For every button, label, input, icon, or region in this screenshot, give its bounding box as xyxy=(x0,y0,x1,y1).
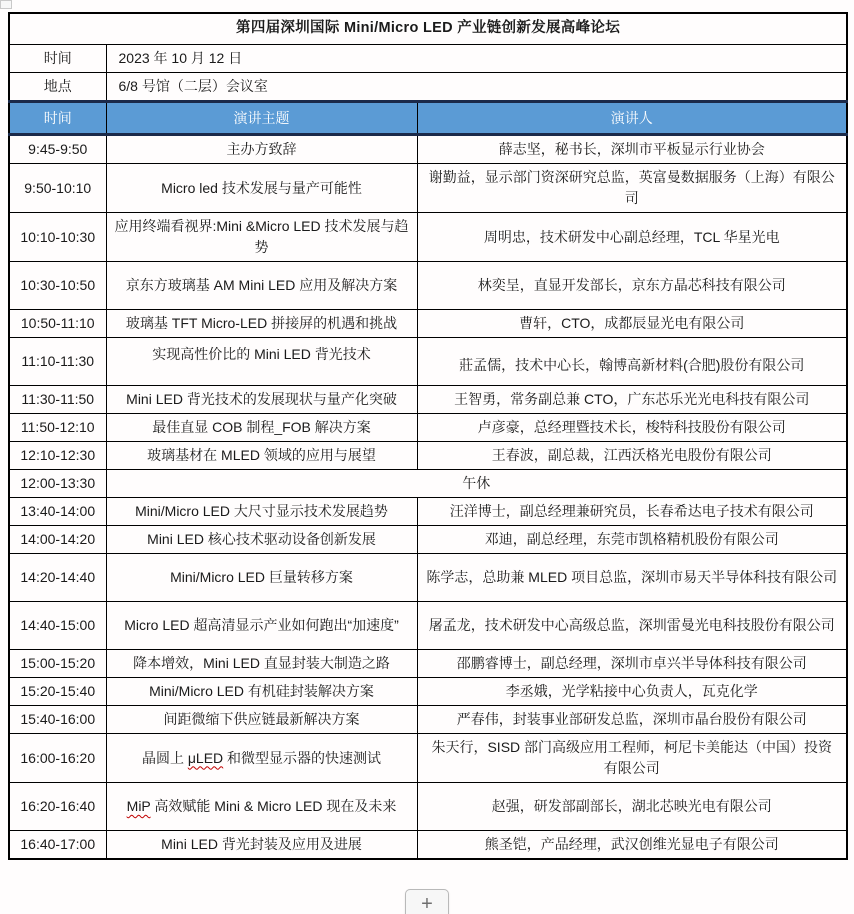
table-row xyxy=(9,213,847,262)
speaker-cell: 汪洋博士，副总经理兼研究员，长春希达电子技术有限公司 xyxy=(417,498,847,526)
topic-cell: Mini LED 核心技术驱动设备创新发展 xyxy=(106,526,417,554)
forum-title: 第四届深圳国际 Mini/Micro LED 产业链创新发展高峰论坛 xyxy=(9,13,847,45)
lunch-cell: 午休 xyxy=(106,470,847,498)
time-cell: 16:40-17:00 xyxy=(9,831,106,860)
topic-cell: Mini LED 背光封装及应用及进展 xyxy=(106,831,417,860)
table-row xyxy=(9,526,847,554)
topic-cell: 晶圆上 μLED 和微型显示器的快速测试 xyxy=(106,734,417,783)
table-row xyxy=(9,554,847,602)
topic-cell: Micro LED 超高清显示产业如何跑出“加速度” xyxy=(106,602,417,650)
speaker-cell: 赵强，研发部副部长，湖北芯映光电有限公司 xyxy=(417,783,847,831)
speaker-cell: 卢彦豪，总经理暨技术长，梭特科技股份有限公司 xyxy=(417,414,847,442)
table-row xyxy=(9,706,847,734)
time-cell: 9:45-9:50 xyxy=(9,135,106,164)
venue-label: 地点 xyxy=(9,73,106,102)
table-row xyxy=(9,262,847,310)
time-cell: 15:00-15:20 xyxy=(9,650,106,678)
time-cell: 16:00-16:20 xyxy=(9,734,106,783)
speaker-cell: 周明忠，技术研发中心副总经理，TCL 华星光电 xyxy=(417,213,847,262)
speaker-cell: 严春伟，封装事业部研发总监，深圳市晶台股份有限公司 xyxy=(417,706,847,734)
topic-cell: 实现高性价比的 Mini LED 背光技术 xyxy=(106,338,417,386)
speaker-cell: 陈学志，总助兼 MLED 项目总监，深圳市易天半导体科技有限公司 xyxy=(417,554,847,602)
speaker-cell: 曹轩，CTO，成都辰显光电有限公司 xyxy=(417,310,847,338)
corner-artifact xyxy=(0,0,12,9)
time-cell: 12:00-13:30 xyxy=(9,470,106,498)
table-row xyxy=(9,442,847,470)
table-row xyxy=(9,602,847,650)
date-row xyxy=(9,45,847,73)
speaker-cell: 谢勤益，显示部门资深研究总监，英富曼数据服务（上海）有限公司 xyxy=(417,164,847,213)
time-cell: 10:50-11:10 xyxy=(9,310,106,338)
topic-cell: Mini/Micro LED 大尺寸显示技术发展趋势 xyxy=(106,498,417,526)
topic-cell: 间距微缩下供应链最新解决方案 xyxy=(106,706,417,734)
table-row xyxy=(9,164,847,213)
speaker-cell: 王春波，副总裁，江西沃格光电股份有限公司 xyxy=(417,442,847,470)
agenda-head-section xyxy=(9,13,847,135)
time-cell: 11:30-11:50 xyxy=(9,386,106,414)
table-row xyxy=(9,650,847,678)
table-row xyxy=(9,831,847,860)
date-value: 2023 年 10 月 12 日 xyxy=(106,45,847,73)
time-cell: 14:20-14:40 xyxy=(9,554,106,602)
time-cell: 16:20-16:40 xyxy=(9,783,106,831)
topic-cell: 玻璃基 TFT Micro-LED 拼接屏的机遇和挑战 xyxy=(106,310,417,338)
time-cell: 9:50-10:10 xyxy=(9,164,106,213)
venue-row xyxy=(9,73,847,102)
table-row xyxy=(9,470,847,498)
topic-cell: 最佳直显 COB 制程_FOB 解决方案 xyxy=(106,414,417,442)
speaker-cell: 薛志坚，秘书长，深圳市平板显示行业协会 xyxy=(417,135,847,164)
date-label: 时间 xyxy=(9,45,106,73)
time-cell: 11:50-12:10 xyxy=(9,414,106,442)
time-cell: 15:20-15:40 xyxy=(9,678,106,706)
speaker-cell: 屠孟龙，技术研发中心高级总监，深圳雷曼光电科技股份有限公司 xyxy=(417,602,847,650)
time-cell: 13:40-14:00 xyxy=(9,498,106,526)
table-row xyxy=(9,678,847,706)
agenda-table xyxy=(8,12,848,860)
table-row xyxy=(9,386,847,414)
table-header-row xyxy=(9,102,847,135)
plus-icon: + xyxy=(421,893,433,914)
header-topic: 演讲主题 xyxy=(106,102,417,135)
header-time: 时间 xyxy=(9,102,106,135)
topic-cell: MiP 高效赋能 Mini & Micro LED 现在及未来 xyxy=(106,783,417,831)
time-cell: 14:40-15:00 xyxy=(9,602,106,650)
table-row xyxy=(9,310,847,338)
table-row xyxy=(9,135,847,164)
speaker-cell: 林奕呈，直显开发部长，京东方晶芯科技有限公司 xyxy=(417,262,847,310)
speaker-cell: 李丞娥，光学粘接中心负责人，瓦克化学 xyxy=(417,678,847,706)
table-row xyxy=(9,498,847,526)
table-row xyxy=(9,338,847,386)
speaker-cell: 朱天行，SISD 部门高级应用工程师，柯尼卡美能达（中国）投资有限公司 xyxy=(417,734,847,783)
venue-value: 6/8 号馆（二层）会议室 xyxy=(106,73,847,102)
expand-button[interactable] xyxy=(405,889,449,914)
time-cell: 10:10-10:30 xyxy=(9,213,106,262)
topic-cell: 京东方玻璃基 AM Mini LED 应用及解决方案 xyxy=(106,262,417,310)
speaker-cell: 王智勇，常务副总兼 CTO，广东芯乐光光电科技有限公司 xyxy=(417,386,847,414)
topic-cell: Mini/Micro LED 有机硅封装解决方案 xyxy=(106,678,417,706)
schedule-body xyxy=(9,135,847,860)
time-cell: 12:10-12:30 xyxy=(9,442,106,470)
table-row xyxy=(9,734,847,783)
speaker-cell: 邓迪，副总经理，东莞市凯格精机股份有限公司 xyxy=(417,526,847,554)
header-speaker: 演讲人 xyxy=(417,102,847,135)
topic-cell: 应用终端看视界:Mini &Micro LED 技术发展与趋势 xyxy=(106,213,417,262)
topic-cell: 玻璃基材在 MLED 领域的应用与展望 xyxy=(106,442,417,470)
topic-cell: Mini/Micro LED 巨量转移方案 xyxy=(106,554,417,602)
spellcheck-underline: μLED xyxy=(187,749,224,766)
time-cell: 11:10-11:30 xyxy=(9,338,106,386)
time-cell: 15:40-16:00 xyxy=(9,706,106,734)
topic-cell: 降本增效，Mini LED 直显封装大制造之路 xyxy=(106,650,417,678)
speaker-cell: 熊圣铠，产品经理，武汉创维光显电子有限公司 xyxy=(417,831,847,860)
spellcheck-underline: MiP xyxy=(126,798,151,814)
time-cell: 14:00-14:20 xyxy=(9,526,106,554)
speaker-cell: 邵鹏睿博士，副总经理，深圳市卓兴半导体科技有限公司 xyxy=(417,650,847,678)
table-row xyxy=(9,783,847,831)
speaker-cell: 莊孟儒，技术中心长，翰博高新材料(合肥)股份有限公司 xyxy=(417,338,847,386)
time-cell: 10:30-10:50 xyxy=(9,262,106,310)
topic-cell: Mini LED 背光技术的发展现状与量产化突破 xyxy=(106,386,417,414)
topic-cell: 主办方致辞 xyxy=(106,135,417,164)
topic-cell: Micro led 技术发展与量产可能性 xyxy=(106,164,417,213)
table-row xyxy=(9,414,847,442)
title-row xyxy=(9,13,847,45)
